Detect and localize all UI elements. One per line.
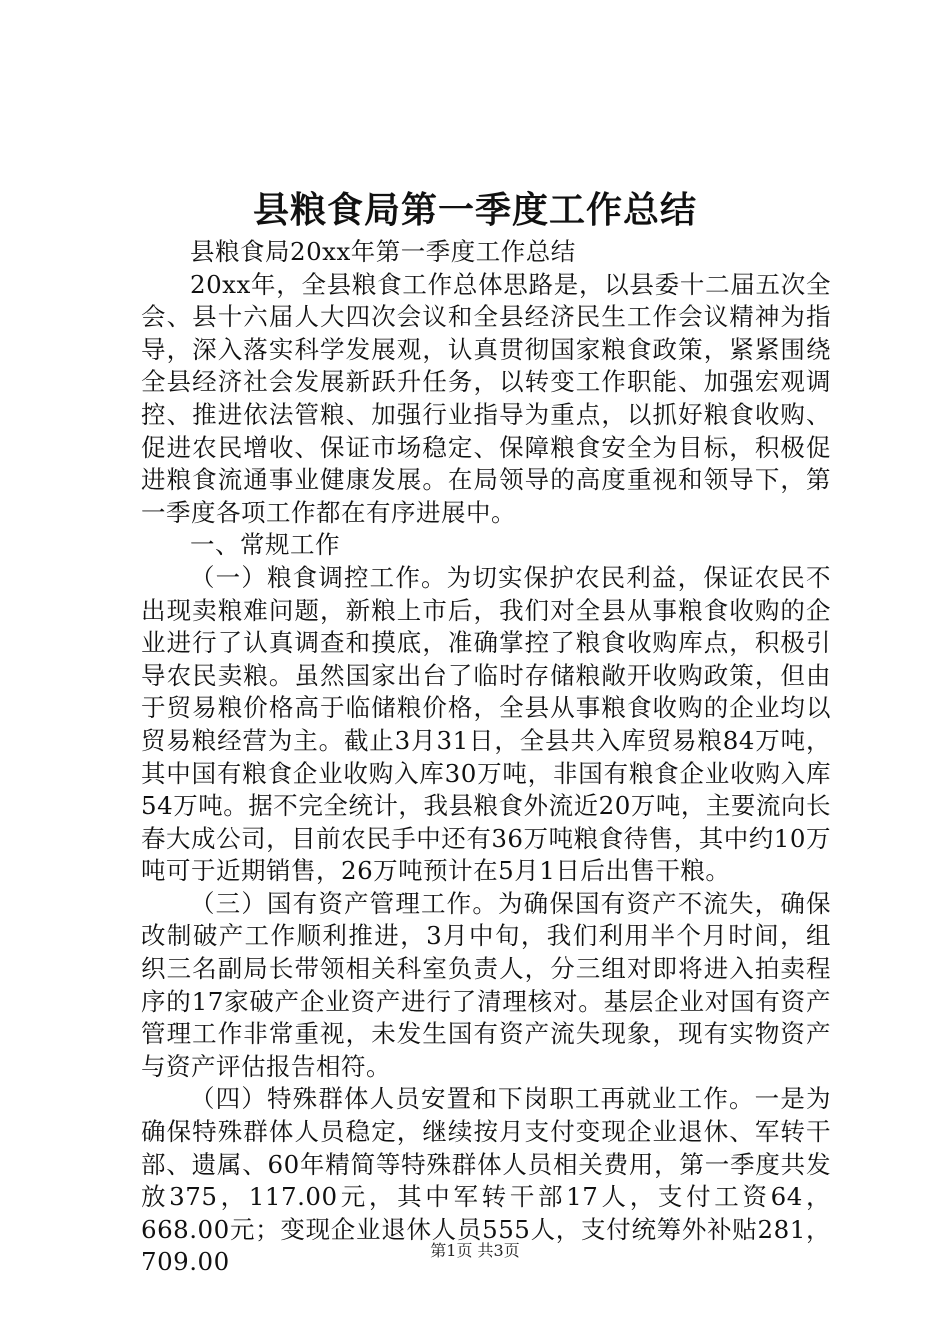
intro-paragraph: 20xx年，全县粮食工作总体思路是，以县委十二届五次全会、县十六届人大四次会议和全县经济民生工作会议精神为指导，深入落实科学发展观，认真贯彻国家粮食政策，紧紧围绕全县经济社会发展新跃升任务，以转变工作职能、加强宏观调控、推进依法管粮、加强行业指导为重点，以抓好粮食收购、促进农民增收、保证市场稳定、保障粮食安全为目标，积极促进粮食流通事业健康发展。在局领导的高度重视和领导下，第一季度各项工作都在有序进展中。 (141, 269, 831, 527)
grain-control-paragraph: （一）粮食调控工作。为切实保护农民利益，保证农民不出现卖粮难问题，新粮上市后，我们对全县从事粮食收购的企业进行了认真调查和摸底，准确掌控了粮食收购库点，积极引导农民卖粮。虽然国家出台了临时存储粮敞开收购政策，但由于贸易粮价格高于临储粮价格，全县从事粮食收购的企业均以贸易粮经营为主。截止3月31日，全县共入库贸易粮84万吨，其中国有粮食企业收购入库30万吨，非国有粮食企业收购入库54万吨。据不完全统计，我县粮食外流近20万吨，主要流向长春大成公司，目前农民手中还有36万吨粮食待售，其中约10万吨可于近期销售，26万吨预计在5月1日后出售干粮。 (141, 562, 831, 886)
special-groups-paragraph: （四）特殊群体人员安置和下岗职工再就业工作。一是为确保特殊群体人员稳定，继续按月支付变现企业退休、军转干部、遗属、60年精简等特殊群体人员相关费用，第一季度共发放375，117.00元，其中军转干部17人，支付工资64，668.00元；变现企业退休人员555人，支付统筹外补贴281，709.00 (141, 1084, 831, 1277)
document-body (141, 236, 831, 1279)
section-heading: 一、常规工作 (190, 530, 340, 560)
page-footer: 第1页 共3页 (430, 1241, 520, 1260)
state-assets-paragraph: （三）国有资产管理工作。为确保国有资产不流失，确保改制破产工作顺利推进，3月中旬，我们利用半个月时间，组织三名副局长带领相关科室负责人，分三组对即将进入拍卖程序的17家破产企业资产进行了清理核对。基层企业对国有资产管理工作非常重视，未发生国有资产流失现象，现有实物资产与资产评估报告相符。 (141, 888, 831, 1081)
document-title: 县粮食局第一季度工作总结 (252, 189, 697, 231)
subtitle-paragraph: 县粮食局20xx年第一季度工作总结 (190, 237, 576, 266)
